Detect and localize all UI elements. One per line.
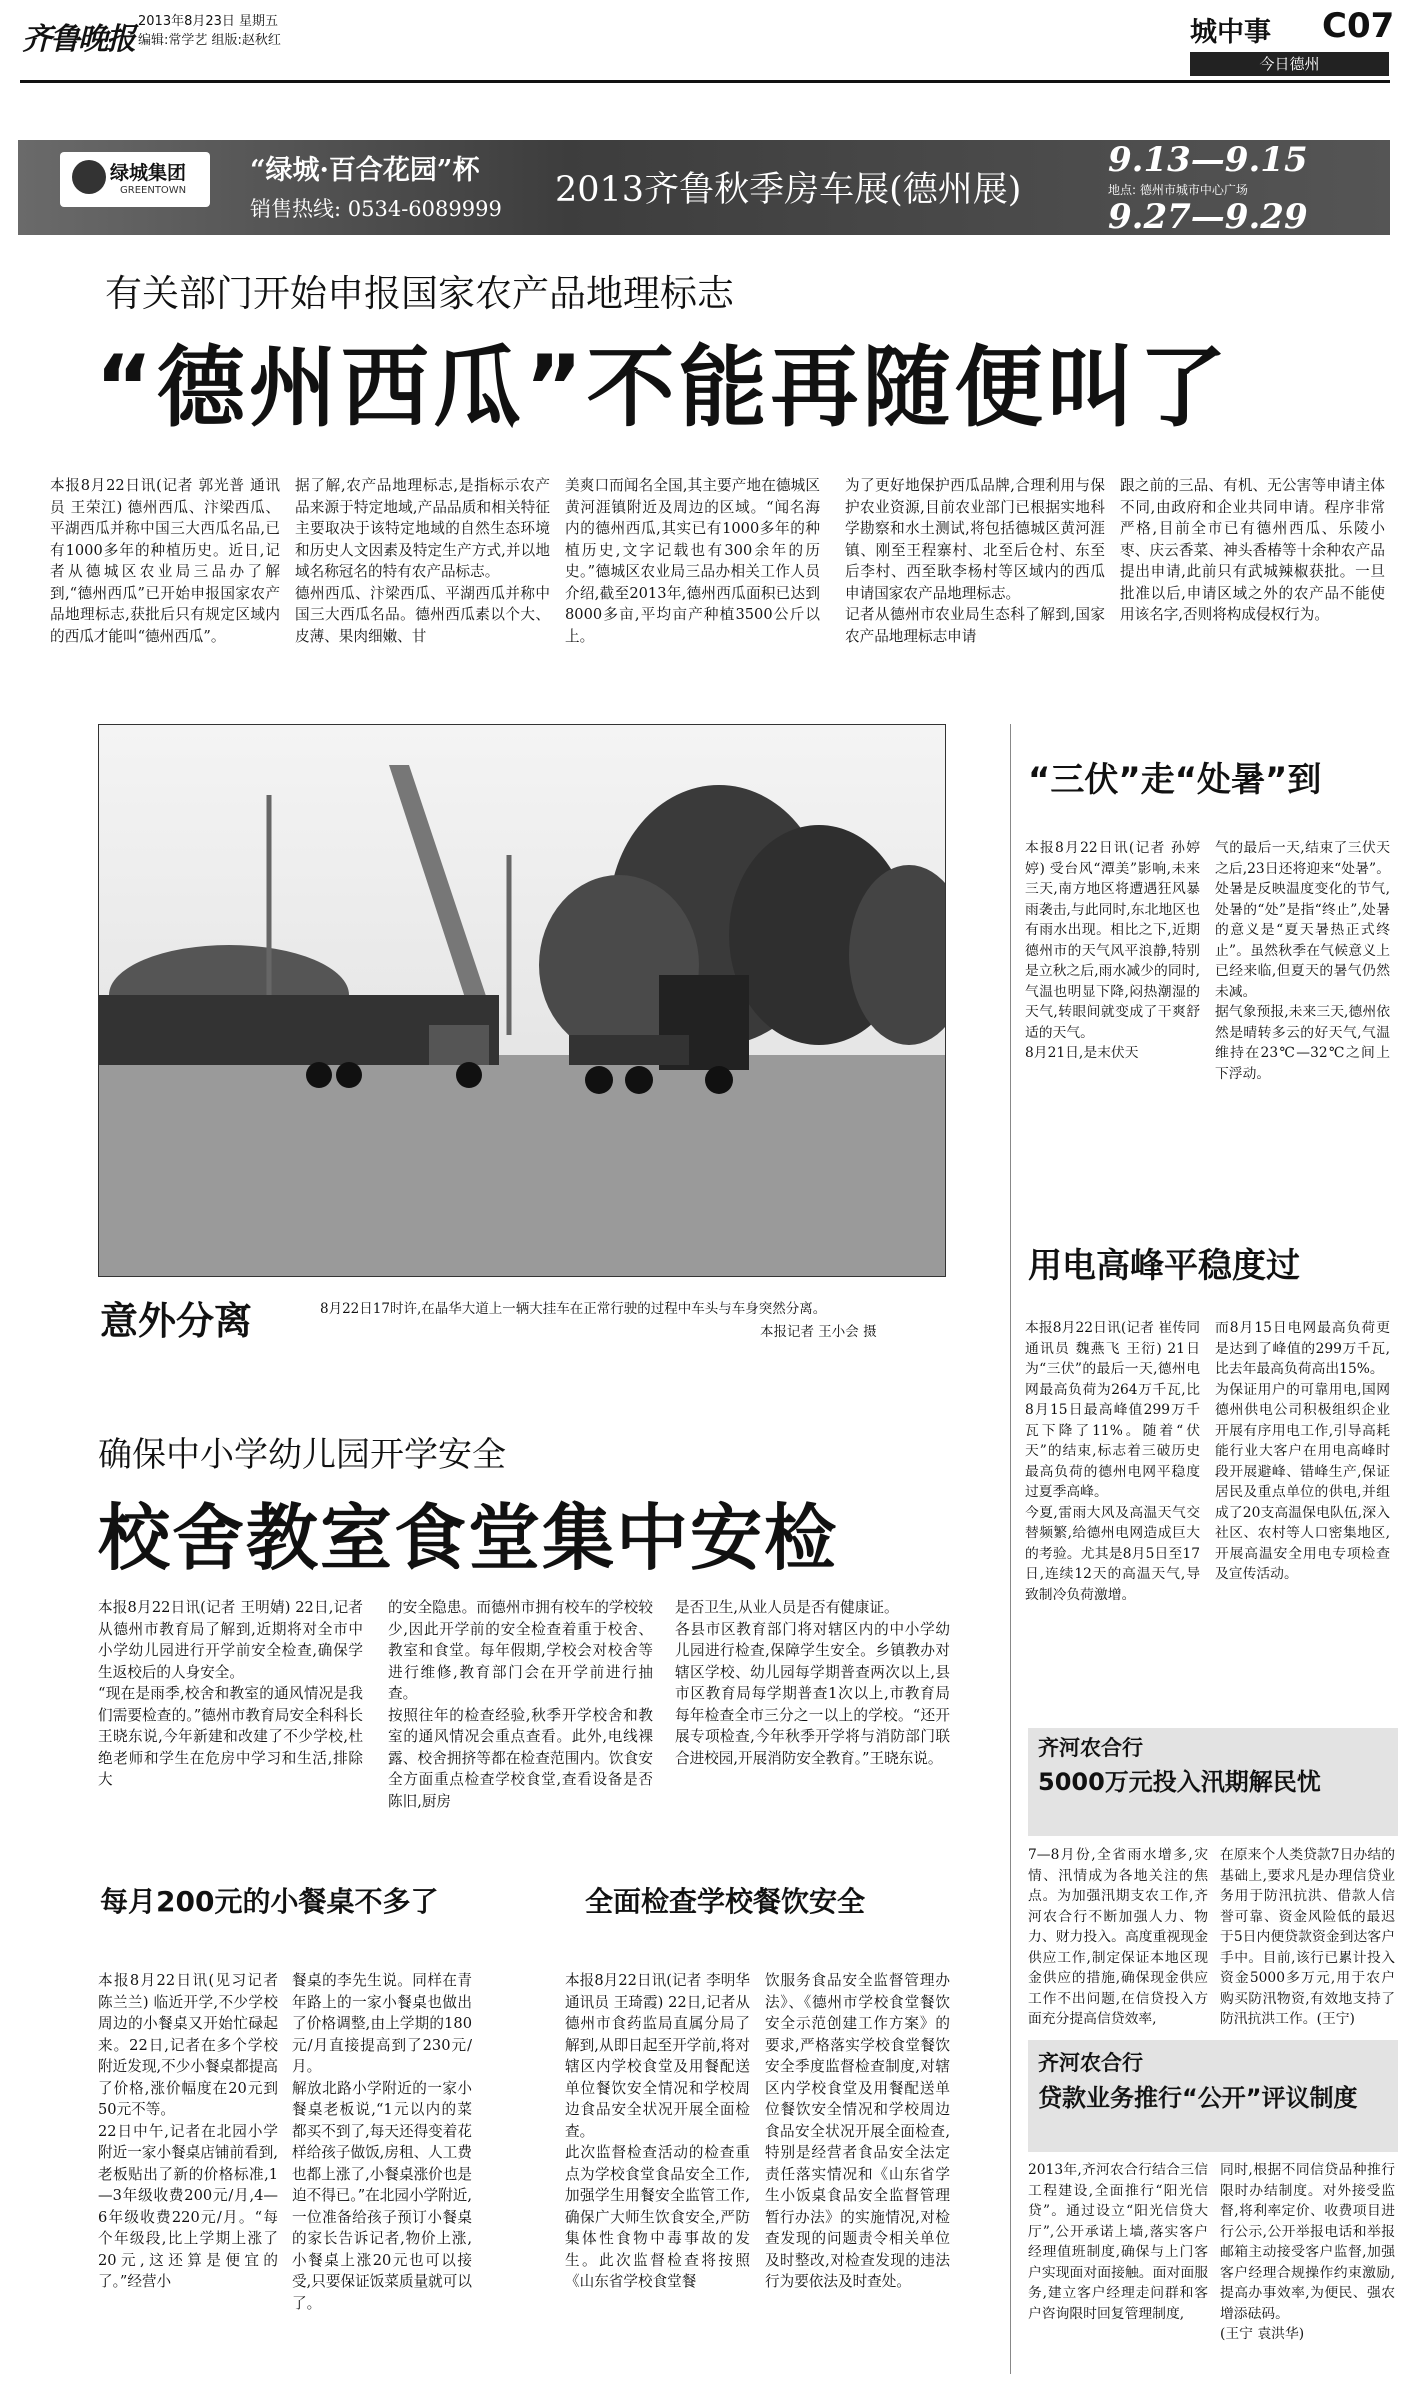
lead-col-1: 本报8月22日讯(记者 郭光普 通讯员 王荣江) 德州西瓜、汴梁西瓜、平湖西瓜并称中国三大西瓜名品,已有1000多年的种植历史。近日,记者从德城区农业局三品办了解到,“德州西瓜”已开始申报国家农产品地理标志,获批后只有规定区域内的西瓜才能叫“德州西瓜”。: [50, 477, 280, 645]
ad-company-en: GREENTOWN: [120, 185, 187, 196]
qihe-flood-title-1: 齐河农合行: [1038, 1736, 1143, 1760]
shiyin-col-2: 饮服务食品安全监督管理办法》、《德州市学校食堂餐饮安全示范创建工作方案》的要求,严格落实学校食堂餐饮安全季度监督检查制度,对辖区内学校食堂及用餐配送单位餐饮安全情况和学校周边食品安全状况开展全面检查,特别是经营者食品安全法定责任落实情况和《山东省学生小饭桌食品安全监督管理暂行办法》的实施情况,对检查发现的问题责令相关单位及时整改,对检查发现的违法行为要依法及时查处。: [765, 1972, 950, 2290]
ad-slogan: “绿城·百合花园”杯: [250, 155, 480, 186]
school-kicker: 确保中小学幼儿园开学安全: [98, 1435, 506, 1475]
news-photo: [98, 724, 946, 1277]
ad-date-second: 9.27—9.29: [1108, 197, 1308, 237]
qihe-loan-col-2: 同时,根据不同信贷品种推行限时办结制度。对外接受监督,将利率定价、收费项目进行公示,公开举报电话和举报邮箱主动接受客户监督,加强客户经理合规操作约束激励,提高办事效率,为便民、强农增添砝码。 (王宁 袁洪华): [1220, 2162, 1395, 2342]
canzhuo-col-2: 餐桌的李先生说。同样在青年路上的一家小餐桌也做出了价格调整,由上学期的180元/月直接提高到了230元/月。 解放北路小学附近的一家小餐桌老板说,“1元以内的菜都买不到了,每天还得变着花样给孩子做饭,房租、人工费也都上涨了,小餐桌涨价也是迫不得已。”在北园小学附近,一位准备给孩子预订小餐桌的家长告诉记者,物价上涨,小餐桌上涨20元也可以接受,只要保证饭菜质量就可以了。: [292, 1972, 472, 2312]
newspaper-logo: 齐鲁晚报: [22, 22, 134, 57]
canzhuo-col-1: 本报8月22日讯(见习记者 陈兰兰) 临近开学,不少学校周边的小餐桌又开始忙碌起来。22日,记者在多个学校附近发现,不少小餐桌都提高了价格,涨价幅度在20元到50元不等。 22日中午,记者在北园小学附近一家小餐桌店铺前看到,老板贴出了新的价格标准,1—3年级收费200元/月,4—6年级收费220元/月。“每个年级段,比上学期上涨了20元,这还算是便宜的了。”经营小: [98, 1972, 278, 2290]
editor-credit: 编辑:常学艺 组版:赵秋红: [138, 33, 281, 48]
ad-title: 2013齐鲁秋季房车展(德州展): [555, 170, 1022, 210]
school-col-1: 本报8月22日讯(记者 王明婧) 22日,记者从德州市教育局了解到,近期将对全市中小学幼儿园进行开学前安全检查,确保学生返校后的人身安全。 “现在是雨季,校舍和教室的通风情况是我们需要检查的。”德州市教育局安全科科长王晓东说,今年新建和改建了不少学校,杜绝老师和学生在危房中学习和生活,排除大: [98, 1599, 363, 1788]
page-number: C07: [1322, 6, 1395, 46]
lead-col-3: 美爽口而闻名全国,其主要产地在德城区黄河涯镇附近及周边的区域。“闻名海内的德州西瓜,其实已有1000多年的种植历史,文字记载也有300余年的历史。”德城区农业局三品办相关工作人员介绍,截至2013年,德州西瓜面积已达到8000多亩,平均亩产种植3500公斤以上。: [565, 477, 820, 645]
qihe-flood-title-2: 5000万元投入汛期解民忧: [1038, 1768, 1321, 1796]
power-headline: 用电高峰平稳度过: [1028, 1246, 1300, 1286]
column-rule: [1010, 724, 1011, 2374]
ad-hotline: 销售热线: 0534-6089999: [250, 197, 502, 221]
lead-kicker: 有关部门开始申报国家农产品地理标志: [105, 272, 734, 315]
school-headline: 校舍教室食堂集中安检: [98, 1496, 839, 1580]
greentown-logo-icon: [72, 160, 106, 194]
issue-date: 2013年8月23日 星期五: [138, 14, 279, 29]
section-name: 城中事: [1190, 17, 1271, 48]
sanfu-col-1: 本报8月22日讯(记者 孙婷婷) 受台风“潭美”影响,未来三天,南方地区将遭遇狂风暴雨袭击,与此同时,东北地区也有雨水出现。相比之下,近期德州市的天气风平浪静,特别是立秋之后,雨水减少的同时,气温也明显下降,闷热潮湿的天气,转眼间就变成了干爽舒适的天气。 8月21日,是末伏天: [1025, 840, 1200, 1061]
qihe-flood-col-1: 7—8月份,全省雨水增多,灾情、汛情成为各地关注的焦点。为加强汛期支农工作,齐河农合行不断加强人力、物力、财力投入。高度重视现金供应工作,制定保证本地区现金供应的措施,确保现金供应工作不出问题,在信贷投入方面充分提高信贷效率,: [1028, 1847, 1208, 2027]
qihe-loan-title-1: 齐河农合行: [1038, 2051, 1143, 2075]
photo-credit: 本报记者 王小会 摄: [760, 1324, 877, 1340]
truck-photo-image: [99, 725, 946, 1277]
lead-headline: “德州西瓜”不能再随便叫了: [95, 336, 1231, 439]
lead-col-4: 为了更好地保护西瓜品牌,合理利用与保护农业资源,目前农业部门已根据实地科学勘察和水土测试,将包括德城区黄河涯镇、刚至王程寨村、北至后仓村、东至后李村、西至耿李杨村等区域内的西瓜申请国家农产品地理标志。 记者从德州市农业局生态科了解到,国家农产品地理标志申请: [845, 477, 1105, 645]
shiyin-headline: 全面检查学校餐饮安全: [585, 1885, 866, 1918]
photo-caption: 8月22日17时许,在晶华大道上一辆大挂车在正常行驶的过程中车头与车身突然分离。: [320, 1301, 827, 1317]
photo-title: 意外分离: [100, 1299, 253, 1343]
subsection-badge: 今日德州: [1190, 52, 1389, 76]
sanfu-col-2: 气的最后一天,结束了三伏天之后,23日还将迎来“处暑”。处暑是反映温度变化的节气,处暑的“处”是指“终止”,处暑的意义是“夏天暑热正式终止”。虽然秋季在气候意义上已经来临,但夏天的暑气仍然未减。 据气象预报,未来三天,德州依然是晴转多云的好天气,气温维持在23℃—32℃之间上下浮动。: [1215, 840, 1390, 1082]
ad-venue: 地点: 德州市城市中心广场: [1108, 183, 1248, 197]
power-col-2: 而8月15日电网最高负荷更是达到了峰值的299万千瓦,比去年最高负荷高出15%。 为保证用户的可靠用电,国网德州供电公司积极组织企业开展有序用电工作,引导高耗能行业大客户在用电高峰时段开展避峰、错峰生产,保证居民及重点单位的供电,并组成了20支高温保电队伍,深入社区、农村等人口密集地区,开展高温安全用电专项检查及宣传活动。: [1215, 1320, 1390, 1582]
canzhuo-headline: 每月200元的小餐桌不多了: [100, 1885, 439, 1918]
issue-info: [138, 12, 281, 50]
lead-col-2: 据了解,农产品地理标志,是指标示农产品来源于特定地域,产品品质和相关特征主要取决于该特定地域的自然生态环境和历史人文因素及特定生产方式,并以地域名称冠名的特有农产品标志。 德州西瓜、汴梁西瓜、平湖西瓜并称中国三大西瓜名品。德州西瓜素以个大、皮薄、果肉细嫩、甘: [295, 477, 550, 645]
sanfu-headline: “三伏”走“处暑”到: [1028, 760, 1322, 800]
qihe-loan-title-2: 贷款业务推行“公开”评议制度: [1038, 2084, 1358, 2112]
lead-col-5: 跟之前的三品、有机、无公害等申请主体不同,由政府和企业共同申请。程序非常严格,目前全市已有德州西瓜、乐陵小枣、庆云香菜、神头香椿等十余种农产品提出申请,此前只有武城辣椒获批。一旦批准以后,申请区域之外的农产品不能使用该名字,否则将构成侵权行为。: [1120, 477, 1385, 623]
qihe-loan-col-1: 2013年,齐河农合行结合三信工程建设,全面推行“阳光信贷”。通过设立“阳光信贷大厅”,公开承诺上墙,落实客户经理值班制度,确保与上门客户实现面对面接触。面对面服务,建立客户经理走问群和客户咨询限时回复管理制度,: [1028, 2162, 1208, 2322]
header-rule: [20, 80, 1390, 83]
power-col-1: 本报8月22日讯(记者 崔传同 通讯员 魏燕飞 王衍) 21日为“三伏”的最后一天,德州电网最高负荷为264万千瓦,比8月15日最高峰值299万千瓦下降了11%。随着“伏天”的结束,标志着三破历史最高负荷的德州电网平稳度过夏季高峰。 今夏,雷雨大风及高温天气交替频繁,给德州电网造成巨大的考验。尤其是8月5日至17日,连续12天的高温天气,导致制冷负荷激增。: [1025, 1320, 1200, 1603]
shiyin-col-1: 本报8月22日讯(记者 李明华 通讯员 王琦霞) 22日,记者从德州市食药监局直属分局了解到,从即日起至开学前,将对辖区内学校食堂及用餐配送单位餐饮安全情况和学校周边食品安全状况开展全面检查。 此次监督检查活动的检查重点为学校食堂食品安全工作,加强学生用餐安全监管工作,确保广大师生饮食安全,严防集体性食物中毒事故的发生。此次监督检查将按照《山东省学校食堂餐: [565, 1972, 750, 2290]
ad-date-first: 9.13—9.15: [1108, 140, 1308, 180]
ad-company: 绿城集团: [110, 162, 187, 184]
school-col-2: 的安全隐患。而德州市拥有校车的学校较少,因此开学前的安全检查着重于校舍、教室和食堂。每年假期,学校会对校舍等进行维修,教育部门会在开学前进行抽查。 按照往年的检查经验,秋季开学校舍和教室的通风情况会重点查看。此外,电线裸露、校舍拥挤等都在检查范围内。饮食安全方面重点检查学校食堂,查看设备是否陈旧,厨房: [388, 1599, 653, 1810]
school-col-3: 是否卫生,从业人员是否有健康证。 各县市区教育部门将对辖区内的中小学幼儿园进行检查,保障学生安全。乡镇教办对辖区学校、幼儿园每学期普查两次以上,县市区教育局每学期普查1次以上,市教育局每年检查全市三分之一以上的学校。“还开展专项检查,今年秋季开学将与消防部门联合进校园,开展消防安全教育。”王晓东说。: [675, 1599, 950, 1767]
qihe-flood-col-2: 在原来个人类贷款7日办结的基础上,要求凡是办理信贷业务用于防汛抗洪、借款人信誉可靠、资金风险低的最迟于5日内便贷款资金到达客户手中。目前,该行已累计投入资金5000多万元,用于农户购买防汛物资,有效地支持了防汛抗洪工作。(王宁): [1220, 1847, 1395, 2027]
